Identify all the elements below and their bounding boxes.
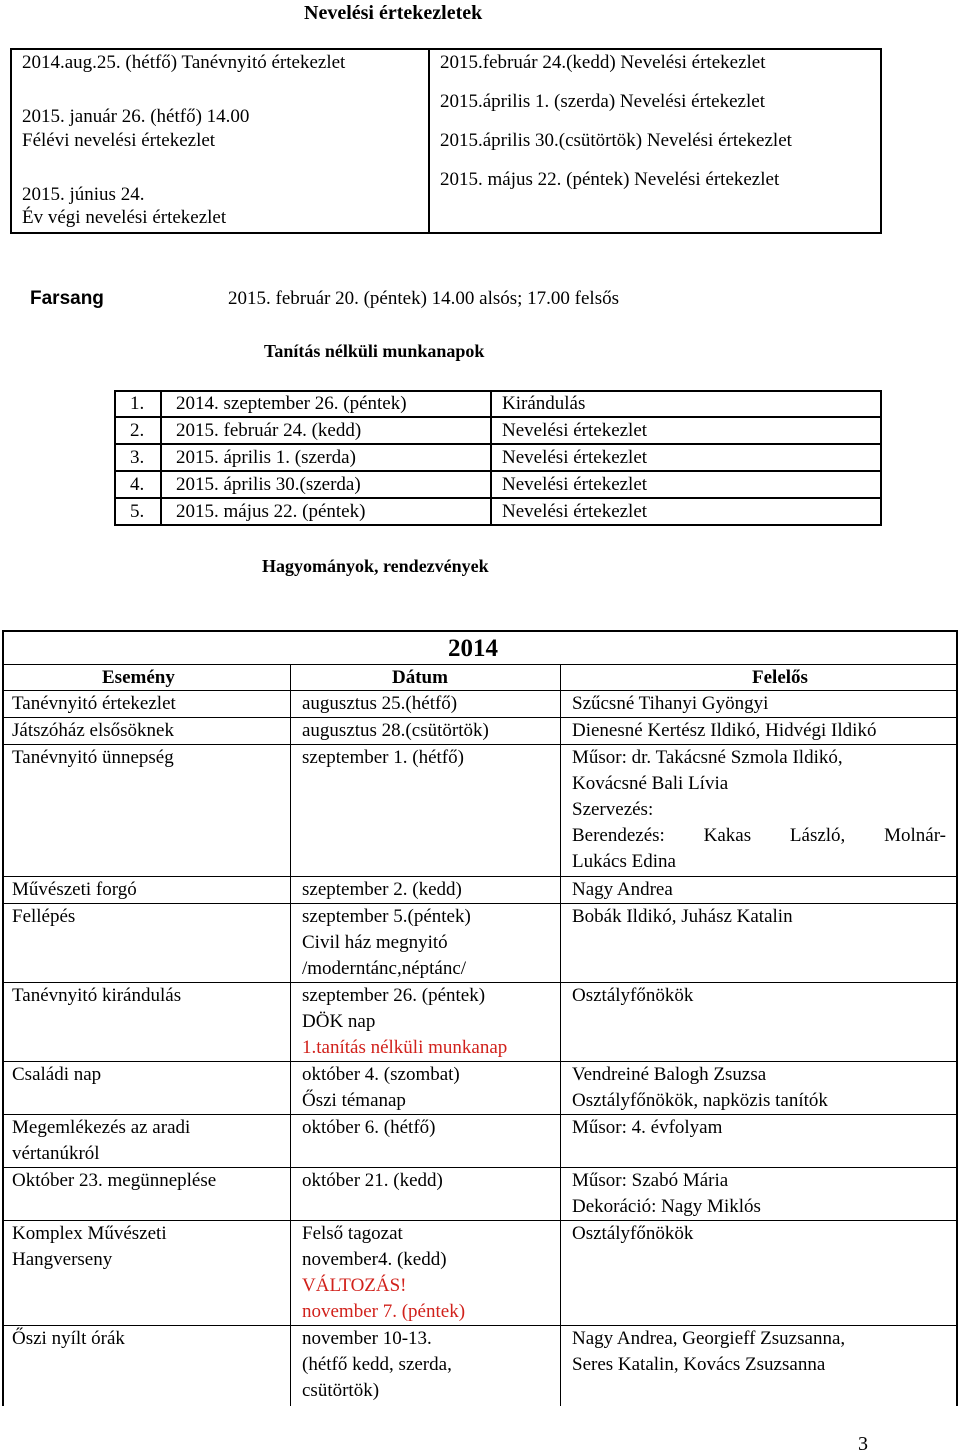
cell-responsible: Bobák Ildikó, Juhász Katalin	[572, 906, 793, 927]
meetings-divider	[428, 48, 430, 234]
row-num: 1.	[130, 393, 145, 414]
no-teaching-title: Tanítás nélküli munkanapok	[264, 341, 485, 361]
cell-event: Fellépés	[12, 906, 76, 927]
meeting-yearend-title: Év végi nevelési értekezlet	[22, 207, 227, 228]
row-divider	[114, 443, 882, 445]
col-divider	[160, 390, 162, 526]
cell-responsible: Műsor: dr. Takácsné Szmola Ildikó,	[572, 747, 843, 768]
meeting-feb: 2015.február 24.(kedd) Nevelési értekezlet	[440, 52, 766, 73]
cell-date: szeptember 2. (kedd)	[302, 879, 462, 900]
cell-date: október 21. (kedd)	[302, 1170, 443, 1191]
row-num: 5.	[130, 501, 145, 522]
cell-responsible: Lukács Edina	[572, 851, 676, 872]
cell-event: Tanévnyitó értekezlet	[12, 693, 176, 714]
row-date: 2015. május 22. (péntek)	[176, 501, 366, 522]
cell-responsible: Osztályfőnökök, napközis tanítók	[572, 1090, 828, 1111]
meeting-opening: 2014.aug.25. (hétfő) Tanévnyitó értekezlet	[22, 52, 346, 73]
cell-responsible: Műsor: Szabó Mária	[572, 1170, 729, 1191]
cell-responsible: Vendreiné Balogh Zsuzsa	[572, 1064, 767, 1085]
cell-responsible: Osztályfőnökök	[572, 1223, 694, 1244]
row-divider	[2, 664, 958, 665]
cell-date: 1.tanítás nélküli munkanap	[302, 1037, 508, 1058]
row-event: Kirándulás	[502, 393, 586, 414]
meeting-midyear-title: Félévi nevelési értekezlet	[22, 130, 216, 151]
row-event: Nevelési értekezlet	[502, 474, 648, 495]
header-event: Esemény	[102, 667, 175, 688]
cell-event: Tanévnyitó ünnepség	[12, 747, 174, 768]
cell-date: november4. (kedd)	[302, 1249, 447, 1270]
cell-event: Hangverseny	[12, 1249, 113, 1270]
row-event: Nevelési értekezlet	[502, 447, 648, 468]
cell-date: november 7. (péntek)	[302, 1301, 466, 1322]
cell-date: DÖK nap	[302, 1011, 376, 1032]
cell-event: Családi nap	[12, 1064, 102, 1085]
farsang-label: Farsang	[30, 288, 104, 309]
cell-event: Művészeti forgó	[12, 879, 137, 900]
cell-event: Tanévnyitó kirándulás	[12, 985, 182, 1006]
traditions-title: Hagyományok, rendezvények	[262, 556, 489, 576]
year-heading: 2014	[448, 635, 498, 662]
cell-date: augusztus 25.(hétfő)	[302, 693, 458, 714]
cell-date: Őszi témanap	[302, 1090, 406, 1111]
cell-responsible: Kovácsné Bali Lívia	[572, 773, 729, 794]
meeting-apr30: 2015.április 30.(csütörtök) Nevelési értekezlet	[440, 130, 792, 151]
meeting-yearend-date: 2015. június 24.	[22, 184, 145, 205]
row-date: 2015. április 1. (szerda)	[176, 447, 356, 468]
farsang-text: 2015. február 20. (péntek) 14.00 alsós; 17.00 felsős	[228, 288, 620, 309]
cell-date: október 4. (szombat)	[302, 1064, 460, 1085]
cell-date: VÁLTOZÁS!	[302, 1275, 407, 1296]
cell-responsible: Szűcsné Tihanyi Gyöngyi	[572, 693, 769, 714]
row-date: 2014. szeptember 26. (péntek)	[176, 393, 407, 414]
cell-date: csütörtök)	[302, 1380, 380, 1401]
cell-date: /moderntánc,néptánc/	[302, 958, 467, 979]
col-divider	[560, 664, 561, 1406]
cell-event: Őszi nyílt órák	[12, 1328, 125, 1349]
page-title: Nevelési értekezletek	[304, 2, 483, 24]
cell-responsible: Nagy Andrea	[572, 879, 673, 900]
header-responsible: Felelős	[752, 667, 808, 688]
cell-responsible: Berendezés: Kakas László, Molnár-	[572, 825, 946, 846]
cell-date: Felső tagozat	[302, 1223, 403, 1244]
cell-event: vértanúkról	[12, 1143, 100, 1164]
row-divider	[114, 470, 882, 472]
row-num: 3.	[130, 447, 145, 468]
cell-responsible: Seres Katalin, Kovács Zsuzsanna	[572, 1354, 826, 1375]
cell-date: november 10-13.	[302, 1328, 432, 1349]
cell-date: (hétfő kedd, szerda,	[302, 1354, 452, 1375]
row-event: Nevelési értekezlet	[502, 501, 648, 522]
row-event: Nevelési értekezlet	[502, 420, 648, 441]
cell-responsible: Szervezés:	[572, 799, 654, 820]
cell-date: október 6. (hétfő)	[302, 1117, 436, 1138]
cell-date: szeptember 26. (péntek)	[302, 985, 486, 1006]
cell-event: Komplex Művészeti	[12, 1223, 167, 1244]
meeting-midyear-date: 2015. január 26. (hétfő) 14.00	[22, 106, 250, 127]
meeting-may: 2015. május 22. (péntek) Nevelési értekezlet	[440, 169, 780, 190]
cell-date: augusztus 28.(csütörtök)	[302, 720, 489, 741]
cell-responsible: Dekoráció: Nagy Miklós	[572, 1196, 761, 1217]
cell-responsible: Osztályfőnökök	[572, 985, 694, 1006]
row-date: 2015. április 30.(szerda)	[176, 474, 361, 495]
cell-date: Civil ház megnyitó	[302, 932, 448, 953]
cell-date: szeptember 5.(péntek)	[302, 906, 471, 927]
header-date: Dátum	[392, 667, 448, 688]
meeting-apr1: 2015.április 1. (szerda) Nevelési értekezlet	[440, 91, 765, 112]
cell-event: Megemlékezés az aradi	[12, 1117, 191, 1138]
row-divider	[114, 416, 882, 418]
cell-responsible: Műsor: 4. évfolyam	[572, 1117, 723, 1138]
cell-responsible: Nagy Andrea, Georgieff Zsuzsanna,	[572, 1328, 846, 1349]
cell-date: szeptember 1. (hétfő)	[302, 747, 464, 768]
col-divider	[490, 390, 492, 526]
row-num: 4.	[130, 474, 145, 495]
row-date: 2015. február 24. (kedd)	[176, 420, 362, 441]
row-divider	[114, 497, 882, 499]
cell-event: Október 23. megünneplése	[12, 1170, 217, 1191]
col-divider	[290, 664, 291, 1406]
cell-event: Játszóház elsősöknek	[12, 720, 174, 741]
row-num: 2.	[130, 420, 145, 441]
page-number: 3	[858, 1433, 868, 1455]
cell-responsible: Dienesné Kertész Ildikó, Hidvégi Ildikó	[572, 720, 877, 741]
